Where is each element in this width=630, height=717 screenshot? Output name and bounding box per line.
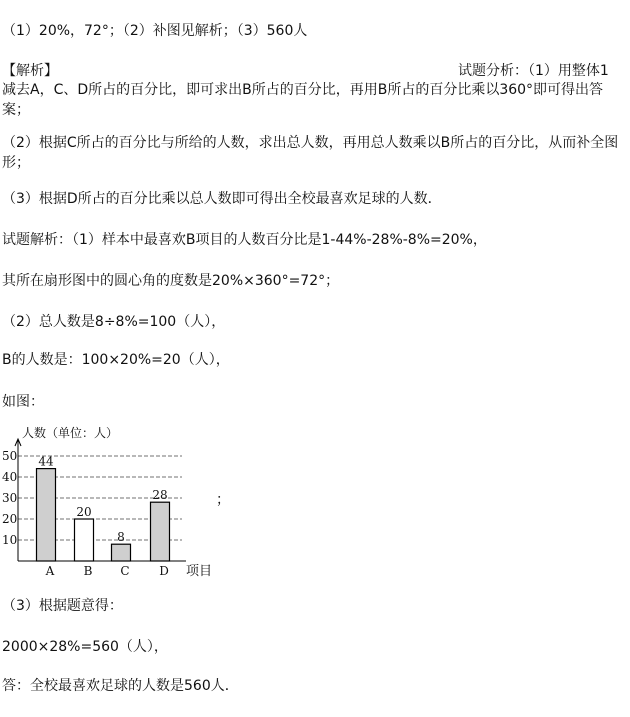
bar-value-label: 8	[117, 530, 125, 545]
y-tick-label: 50	[2, 449, 18, 463]
bar-a	[37, 469, 56, 561]
x-tick-label: C	[120, 564, 130, 578]
chart-trailing-semicolon: ；	[216, 492, 230, 508]
bar-d	[151, 502, 170, 561]
final-answer: 答：全校最喜欢足球的人数是560人．	[2, 678, 239, 694]
analysis-step-2: （2）根据C所占的百分比与所给的人数，求出总人数，再用总人数乘以B所占的百分比，从而补全图形；	[2, 135, 619, 171]
x-tick-label: B	[83, 564, 93, 578]
y-tick-label: 20	[2, 512, 18, 526]
analysis-tag: 【解析】	[2, 63, 58, 79]
x-axis-label: 项目	[186, 564, 213, 579]
as-figure-label: 如图：	[2, 394, 44, 410]
bar-c	[112, 544, 131, 561]
solution-3: （3）根据题意得：	[2, 598, 123, 614]
y-tick-label: 10	[2, 533, 18, 547]
bar-value-label: 20	[76, 505, 92, 519]
y-axis-label: 人数（单位：人）	[22, 426, 119, 440]
solution-1-angle: 其所在扇形图中的圆心角的度数是20%×360°=72°；	[2, 273, 340, 289]
bar-chart	[0, 420, 240, 580]
bar-value-label: 44	[38, 454, 54, 469]
answer-line: （1）20%，72°；（2）补图见解析；（3）560人	[2, 23, 308, 39]
solution-2-total: （2）总人数是8÷8%=100（人），	[2, 314, 226, 330]
y-tick-label: 40	[2, 470, 18, 484]
x-tick-label: A	[45, 564, 55, 578]
y-tick-label: 30	[2, 491, 18, 505]
solution-2-b: B的人数是：100×20%=20（人），	[2, 352, 230, 368]
analysis-step-3: （3）根据D所占的百分比乘以总人数即可得出全校最喜欢足球的人数．	[2, 191, 442, 207]
x-tick-label: D	[159, 564, 169, 578]
solution-3-calc: 2000×28%=560（人），	[2, 639, 168, 655]
analysis-intro: 试题分析：（1）用整体1	[458, 63, 609, 79]
analysis-step-1: 减去A，C、D所占的百分比，即可求出B所占的百分比，再用B所占的百分比乘以360°即可得出答案；	[2, 82, 604, 118]
solution-1: 试题解析：（1）样本中最喜欢B项目的人数百分比是1-44%-28%-8%=20%，	[2, 232, 487, 248]
bar-b	[75, 519, 94, 561]
bar-value-label: 28	[152, 488, 168, 503]
